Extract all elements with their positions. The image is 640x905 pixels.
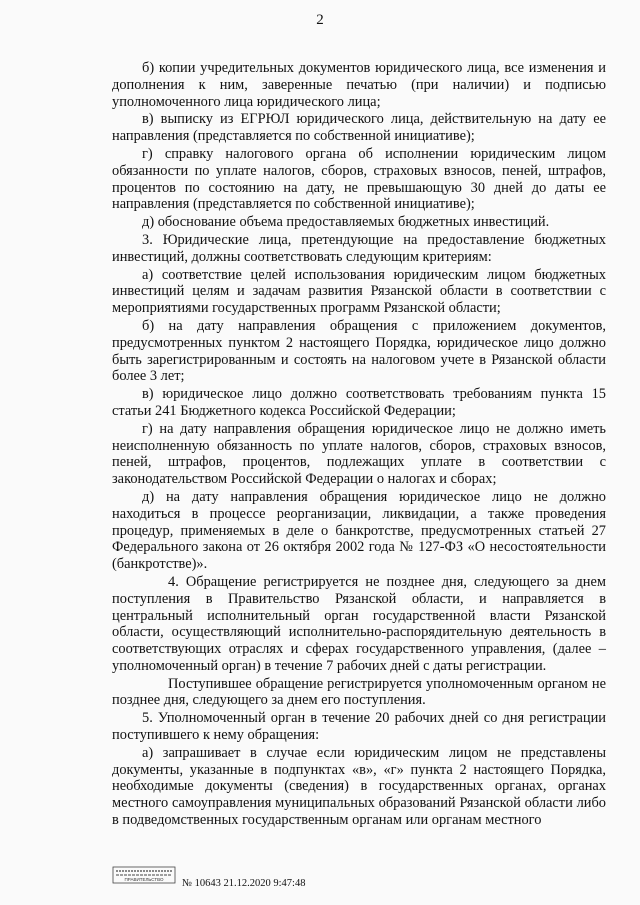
paragraph-2d: д) обоснование объема предоставляемых бюджетных инвестиций.: [142, 214, 550, 231]
paragraph-2g: г) справку налогового органа об исполнении юридическим лицом обязанности по уплате налогов, сборов, страховых взносов, пеней, штрафов, процентов по состоянию на дату, не превышающую 30 дней до даты ее направления (представляется по собственной инициативе);: [112, 145, 606, 213]
svg-text:ПРАВИТЕЛЬСТВО: ПРАВИТЕЛЬСТВО: [124, 877, 164, 882]
registration-stamp: № 10643 21.12.2020 9:47:48: [182, 878, 306, 889]
paragraph-2b: б) копии учредительных документов юридического лица, все изменения и дополнения к ним, заверенные печатью (при наличии) и подписью уполномоченного лица юридического лица;: [112, 60, 606, 110]
paragraph-2v: в) выписку из ЕГРЮЛ юридического лица, действительную на дату ее направления (представляется по собственной инициативе);: [112, 111, 606, 145]
page-number: 2: [316, 12, 324, 28]
footer: [112, 866, 412, 896]
paragraph-4-cont: Поступившее обращение регистрируется уполномоченным органом не позднее дня, следующего за днем его поступления.: [112, 675, 606, 709]
government-stamp-icon: [112, 866, 176, 884]
paragraph-3: 3. Юридические лица, претендующие на предоставление бюджетных инвестиций, должны соответствовать следующим критериям:: [112, 231, 606, 265]
paragraph-3a: а) соответствие целей использования юридическим лицом бюджетных инвестиций целям и задачам развития Рязанской области в соответствии с мероприятиями государственных программ Рязанской области;: [112, 266, 606, 317]
document-body: [112, 60, 606, 830]
paragraph-4: 4. Обращение регистрируется не позднее дня, следующего за днем поступления в Правительство Рязанской области, и направляется в центральный исполнительный орган государственной власти Рязанской области, осуществляющий исполнительно-распорядительную деятельность в соответствующих отраслях и сферах государственного управления, (далее – уполномоченный орган) в течение 7 рабочих дней с даты регистрации.: [112, 573, 606, 674]
paragraph-5a: а) запрашивает в случае если юридическим лицом не представлены документы, указанные в подпунктах «в», «г» пункта 2 настоящего Порядка, необходимые документы (сведения) в государственных органах, органах местного самоуправления муниципальных образований Рязанской области либо в подведомственных государственным органам или органам местного: [112, 744, 606, 829]
paragraph-3v: в) юридическое лицо должно соответствовать требованиям пункта 15 статьи 241 Бюджетного кодекса Российской Федерации;: [112, 386, 606, 419]
paragraph-3g: г) на дату направления обращения юридическое лицо не должно иметь неисполненную обязанность по уплате налогов, сборов, страховых взносов, пеней, штрафов, процентов, подлежащих уплате в соответствии с законодательством Российской Федерации о налогах и сборах;: [112, 420, 606, 488]
paragraph-5: 5. Уполномоченный орган в течение 20 рабочих дней со дня регистрации поступившего к нему обращения:: [112, 710, 606, 744]
paragraph-3b: б) на дату направления обращения с приложением документов, предусмотренных пунктом 2 настоящего Порядка, юридическое лицо должно быть зарегистрированным и состоять на налоговом учете в Рязанской области более 3 лет;: [112, 317, 606, 385]
paragraph-3d: д) на дату направления обращения юридическое лицо не должно находиться в процессе реорганизации, ликвидации, а также проведения процедур, применяемых в деле о банкротстве, предусмотренных статьей 27 Федерального закона от 26 октября 2002 года № 127-ФЗ «О несостоятельности (банкротстве)».: [112, 488, 606, 573]
